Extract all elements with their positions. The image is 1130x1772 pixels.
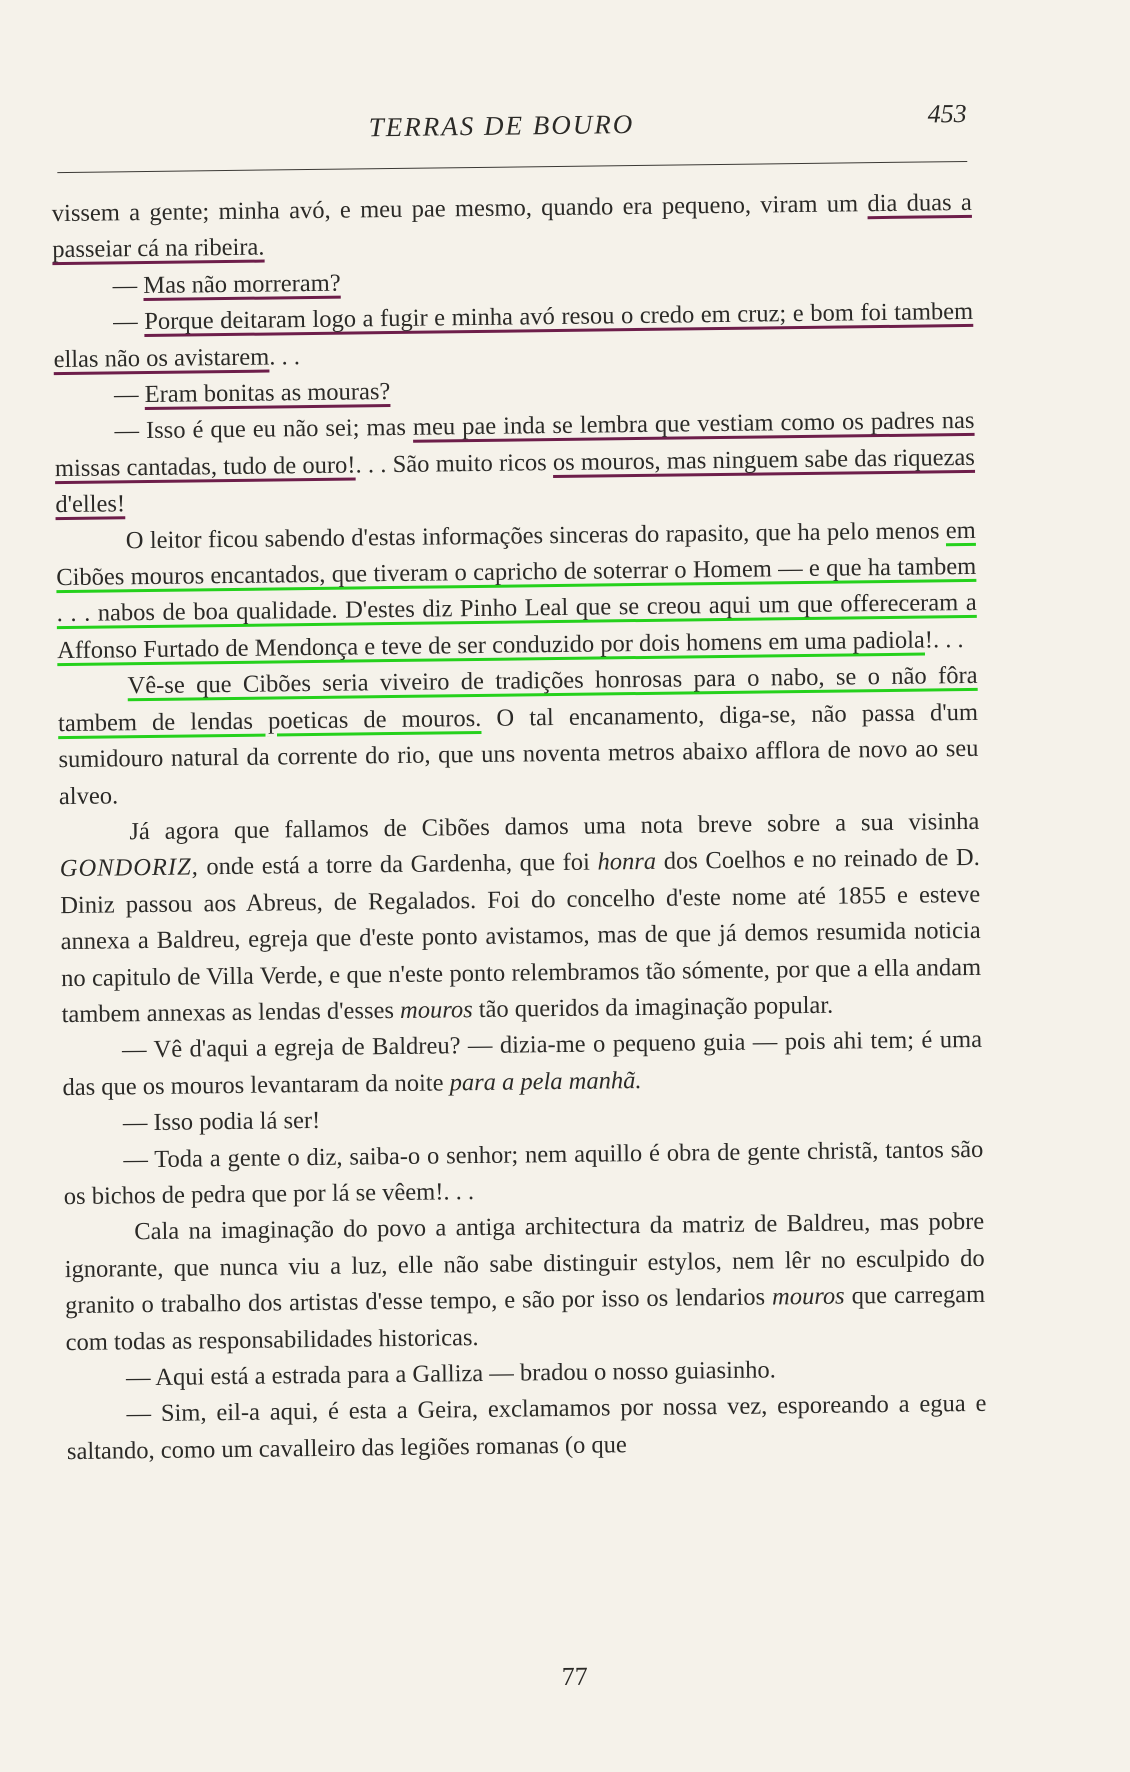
dialogue-line: — Sim, eil-a aqui, é esta a Geira, exclamamos por nossa vez, esporeando a egua e saltando, como um cavalleiro das legiões romanas (o que	[66, 1390, 987, 1465]
text-run: !. . .	[924, 625, 964, 654]
text-run: Cala na imaginação do povo a antiga architectura da matriz de Baldreu, mas pobre ignorante, que nunca viu a luz, elle não sabe distinguir estylos, nem lêr no esculpido do granito o trabalho dos artistas d'esse tempo, e são por isso os lendarios	[64, 1208, 985, 1320]
page-body	[52, 185, 987, 1470]
running-title: TERRAS DE BOURO	[368, 109, 635, 143]
header-rule	[57, 161, 967, 173]
dialogue-line	[53, 294, 974, 378]
italic-text: mouros	[399, 996, 473, 1024]
text-run: . . .	[269, 342, 301, 371]
folio-number: 77	[561, 1661, 588, 1692]
underlined-text: em Cibões mouros encantados, que tiveram o capricho de soterrar o Homem — e que ha tambem . . . nabos de boa qualidade. D'estes diz Pinho Leal que se creou aqui um que offereceram a Affonso Furtado de Mendonça e teve de ser conduzido por dois homens em uma padiola	[56, 516, 977, 665]
underlined-text: Porque deitaram logo a fugir e minha avó resou o credo em cruz; e bom foi tambem ellas não os avistarem	[53, 298, 974, 373]
underlined-text: os mouros, mas ninguem sabe das riquezas d'elles!	[55, 443, 976, 519]
underlined-text: meu pae inda se lembra que vestiam como os padres nas missas cantadas, tudo de ouro!	[54, 407, 975, 482]
text-run: que carregam com todas as responsabilidades historicas.	[65, 1281, 986, 1356]
text-run: vissem a gente; minha avó, e meu pae mesmo, quando era pequeno, viram um	[51, 190, 868, 228]
underlined-text: Mas não morreram?	[143, 269, 341, 299]
text-run: . . . São muito ricos	[355, 448, 554, 479]
page-number: 453	[927, 98, 967, 129]
text-run: O leitor ficou sabendo d'estas informações sinceras do rapasito, que ha pelo menos	[125, 516, 946, 554]
italic-text: mouros	[771, 1282, 845, 1311]
italic-text: honra	[597, 848, 657, 876]
paragraph	[59, 804, 982, 1034]
place-name: GONDORIZ,	[59, 853, 199, 883]
text-run: —	[112, 308, 145, 336]
dialogue-line: — Toda a gente o diz, saiba-o o senhor; nem aquillo é obra de gente christã, tantos são os bichos de pedra que por lá se vêem!. . .	[63, 1135, 984, 1211]
text-run: onde está a torre da Gardenha, que foi	[198, 848, 598, 881]
underlined-text: Vê-se que Cibões seria viveiro de tradições honrosas para o nabo, se o não fôra tambem de lendas poeticas de mouros.	[57, 662, 978, 737]
text-run: — Vê d'aqui a egreja de Baldreu? — dizia-me o pequeno guia — pois ahi tem; é uma das que os mouros levantaram da noite	[62, 1026, 983, 1101]
underlined-text: Eram bonitas as mouras?	[144, 378, 391, 409]
text-run: dos Coelhos e no reinado de D. Diniz passou aos Abreus, de Regalados. Foi do concelho d'este nome até 1855 e esteve annexa a Baldreu, egreja que d'este ponto avistamos, mas de que já demos resumida noticia no capitulo de Villa Verde, e que n'este ponto relembramos tão sómente, por que a ella andam tambem annexas as lendas d'esses	[60, 844, 982, 1029]
dialogue-line: — Aqui está a estrada para a Galliza — bradou o nosso guiasinho.	[125, 1356, 776, 1392]
text-run: —	[112, 271, 144, 300]
dialogue-line: — Isso podia lá ser!	[122, 1107, 321, 1137]
text-run: Já agora que fallamos de Cibões damos uma nota breve sobre a sua visinha	[129, 807, 980, 846]
text-run: tão queridos da imaginação popular.	[472, 991, 834, 1024]
text-run: — Isso é que eu não sei; mas	[114, 414, 414, 445]
paragraph	[64, 1204, 986, 1361]
dialogue-line	[54, 403, 975, 523]
paragraph	[57, 658, 979, 815]
paragraph	[52, 185, 973, 269]
paragraph	[56, 513, 978, 670]
italic-text: para a pela manhã.	[449, 1066, 642, 1097]
page-header	[57, 95, 968, 176]
underlined-text: dia duas a passeiar cá na ribeira.	[52, 188, 972, 264]
text-run: O tal encanamento, diga-se, não passa d'um sumidouro natural da corrente do rio, que uns noventa metros abaixo afflora de novo ao seu alveo.	[58, 698, 979, 810]
text-run: —	[113, 381, 145, 409]
dialogue-line	[62, 1022, 983, 1106]
